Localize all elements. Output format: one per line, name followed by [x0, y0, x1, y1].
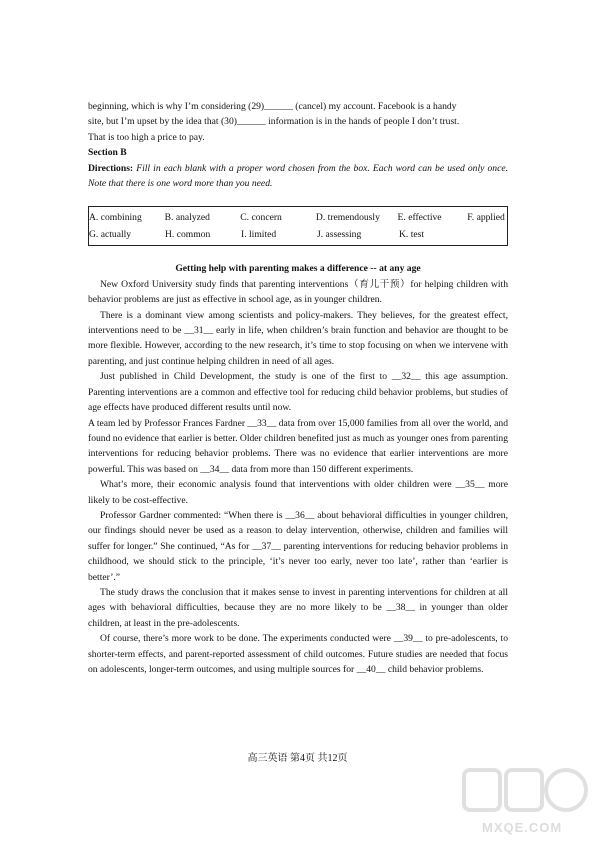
document-body — [88, 99, 508, 677]
paragraph-5: What’s more, their economic analysis found that interventions with older children were __35__ more likely to be cost-effective. — [88, 479, 508, 506]
word-box — [88, 206, 508, 246]
word-option: E. effective — [397, 212, 442, 224]
paragraph-1: New Oxford University study finds that parenting interventions（育儿干预）for helping children with behavior problems are just as effective in school age, as in younger children. — [88, 278, 508, 306]
top-line-1: beginning, which is why I’m considering (29)______ (cancel) my account. Facebook is a handy — [88, 101, 457, 112]
directions-label: Directions: — [88, 162, 134, 174]
word-box-row-2 — [89, 226, 507, 243]
directions — [88, 161, 508, 192]
word-box-row-1 — [89, 209, 507, 226]
word-option: F. applied — [467, 212, 505, 224]
word-option: K. test — [399, 229, 425, 241]
word-option: C. concern — [240, 212, 282, 224]
section-heading: Section B — [88, 147, 127, 159]
word-option: G. actually — [89, 229, 132, 241]
paragraph-8: Of course, there’s more work to be done. The experiments conducted were __39__ to pre-adolescents, to shorter-term effects, and parent-reported assessment of child outcomes. Future studies are needed that focus on adolescents, longer-term outcomes, and using multiple sources for __40__ child behavior problems. — [88, 633, 508, 675]
watermark-graphic — [462, 762, 590, 822]
word-option: A. combining — [89, 212, 142, 224]
word-option: D. tremendously — [315, 212, 380, 224]
paragraph-4: A team led by Professor Frances Fardner __33__ data from over 15,000 families from all over the world, and found no evidence that earlier is better. Older children benefited just as much as younger ones from parenting interventions for reducing behavior problems. There was no evidence that earlier interventions are more powerful. This was based on __34__ data from more than 150 different experiments. — [88, 417, 508, 475]
paragraph-3: Just published in Child Development, the study is one of the first to __32__ this age assumption. Parenting interventions are a common and effective tool for reducing child behavior problems, but studies of age effects have produced different results until now. — [88, 371, 508, 414]
word-option: B. analyzed — [164, 212, 210, 224]
page-footer: 高三英语 第4页 共12页 — [247, 753, 348, 764]
watermark-text: MXQE.COM — [482, 820, 563, 835]
word-option: H. common — [165, 229, 211, 241]
passage-title: Getting help with parenting makes a difference -- at any age — [175, 263, 421, 275]
directions-text: Fill in each blank with a proper word chosen from the box. Each word can be used only once. Note that there is one word more than you need. — [88, 162, 508, 190]
word-option: I. limited — [241, 229, 277, 241]
paragraph-2: There is a dominant view among scientists and policy-makers. They believes, for the greatest effect, interventions need to be __31__ early in life, when children’s brain function and behavior are thought to be more flexible. However, according to the new research, it’s time to stop focusing on when we intervene with parenting, and just continue helping children in need of all ages. — [88, 309, 508, 367]
paragraph-6: Professor Gardner commented: “When there is __36__ about behavioral difficulties in younger children, our findings should never be used as a reason to delay intervention, otherwise, children and families will suffer for longer.” She continued, “As for __37__ parenting interventions for reducing behavior problems in childhood, we should stick to the principle, ‘it’s never too early, never too late’, rather than ‘earlier is better’.” — [88, 509, 508, 583]
top-line-3: That is too high a price to pay. — [88, 131, 205, 143]
word-option: J. assessing — [317, 229, 362, 241]
top-line-2: site, but I’m upset by the idea that (30)______ information is in the hands of people I don’t trust. — [88, 116, 460, 128]
paragraph-7: The study draws the conclusion that it makes sense to invest in parenting interventions for children at all ages with behavioral difficulties, because they are no more likely to be __38__ in younger than older children, at least in the pre-adolescents. — [88, 586, 508, 629]
watermark-logo — [462, 762, 590, 838]
